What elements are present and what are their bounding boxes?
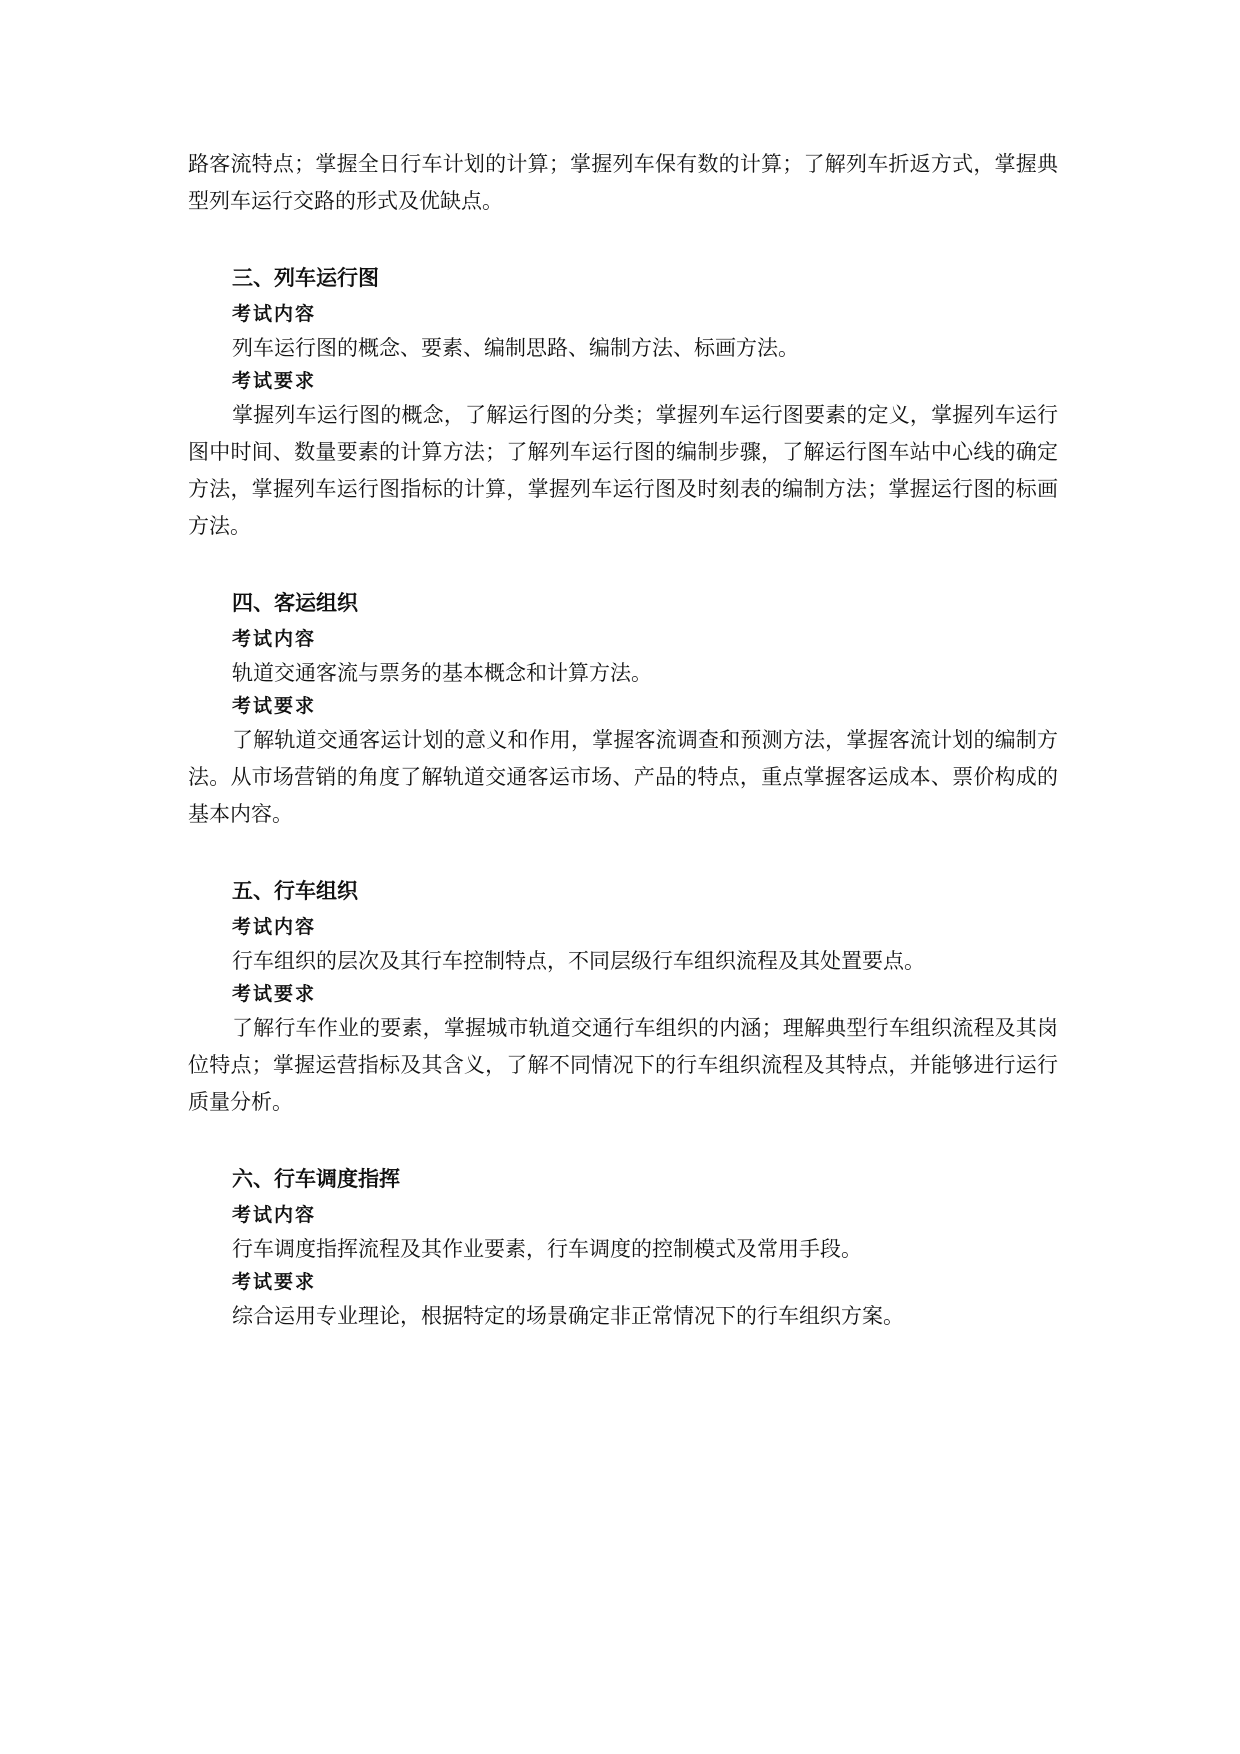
exam-requirements-label: 考试要求 <box>232 1271 317 1293</box>
exam-requirements-label: 考试要求 <box>232 370 317 392</box>
exam-requirements-text: 了解行车作业的要素，掌握城市轨道交通行车组织的内涵；理解典型行车组织流程及其岗位特点；掌握运营指标及其含义，了解不同情况下的行车组织流程及其特点，并能够进行运行质量分析。 <box>188 1016 1058 1114</box>
exam-requirements-label: 考试要求 <box>232 983 317 1005</box>
intro-paragraph: 路客流特点；掌握全日行车计划的计算；掌握列车保有数的计算；了解列车折返方式，掌握典型列车运行交路的形式及优缺点。 <box>188 152 1058 213</box>
exam-requirements-label: 考试要求 <box>232 695 317 717</box>
exam-content-label: 考试内容 <box>232 303 317 325</box>
section-dispatch-command <box>188 1161 1058 1334</box>
section-title: 四、客运组织 <box>232 591 358 615</box>
exam-content-text: 轨道交通客流与票务的基本概念和计算方法。 <box>232 661 652 685</box>
document-page <box>188 146 1058 1334</box>
section-title: 六、行车调度指挥 <box>232 1167 400 1191</box>
exam-content-text: 行车调度指挥流程及其作业要素，行车调度的控制模式及常用手段。 <box>232 1237 862 1261</box>
exam-content-label: 考试内容 <box>232 628 317 650</box>
section-passenger-organization <box>188 585 1058 833</box>
section-train-operation <box>188 873 1058 1121</box>
section-train-diagram <box>188 260 1058 545</box>
exam-content-text: 列车运行图的概念、要素、编制思路、编制方法、标画方法。 <box>232 336 799 360</box>
exam-content-label: 考试内容 <box>232 916 317 938</box>
exam-content-text: 行车组织的层次及其行车控制特点，不同层级行车组织流程及其处置要点。 <box>232 949 925 973</box>
exam-content-label: 考试内容 <box>232 1204 317 1226</box>
section-title: 三、列车运行图 <box>232 266 379 290</box>
section-title: 五、行车组织 <box>232 879 358 903</box>
exam-requirements-text: 掌握列车运行图的概念，了解运行图的分类；掌握列车运行图要素的定义，掌握列车运行图中时间、数量要素的计算方法；了解列车运行图的编制步骤，了解运行图车站中心线的确定方法，掌握列车运行图指标的计算，掌握列车运行图及时刻表的编制方法；掌握运行图的标画方法。 <box>188 403 1058 538</box>
exam-requirements-text: 了解轨道交通客运计划的意义和作用，掌握客流调查和预测方法，掌握客流计划的编制方法。从市场营销的角度了解轨道交通客运市场、产品的特点，重点掌握客运成本、票价构成的基本内容。 <box>188 728 1058 826</box>
exam-requirements-text: 综合运用专业理论，根据特定的场景确定非正常情况下的行车组织方案。 <box>232 1304 904 1328</box>
